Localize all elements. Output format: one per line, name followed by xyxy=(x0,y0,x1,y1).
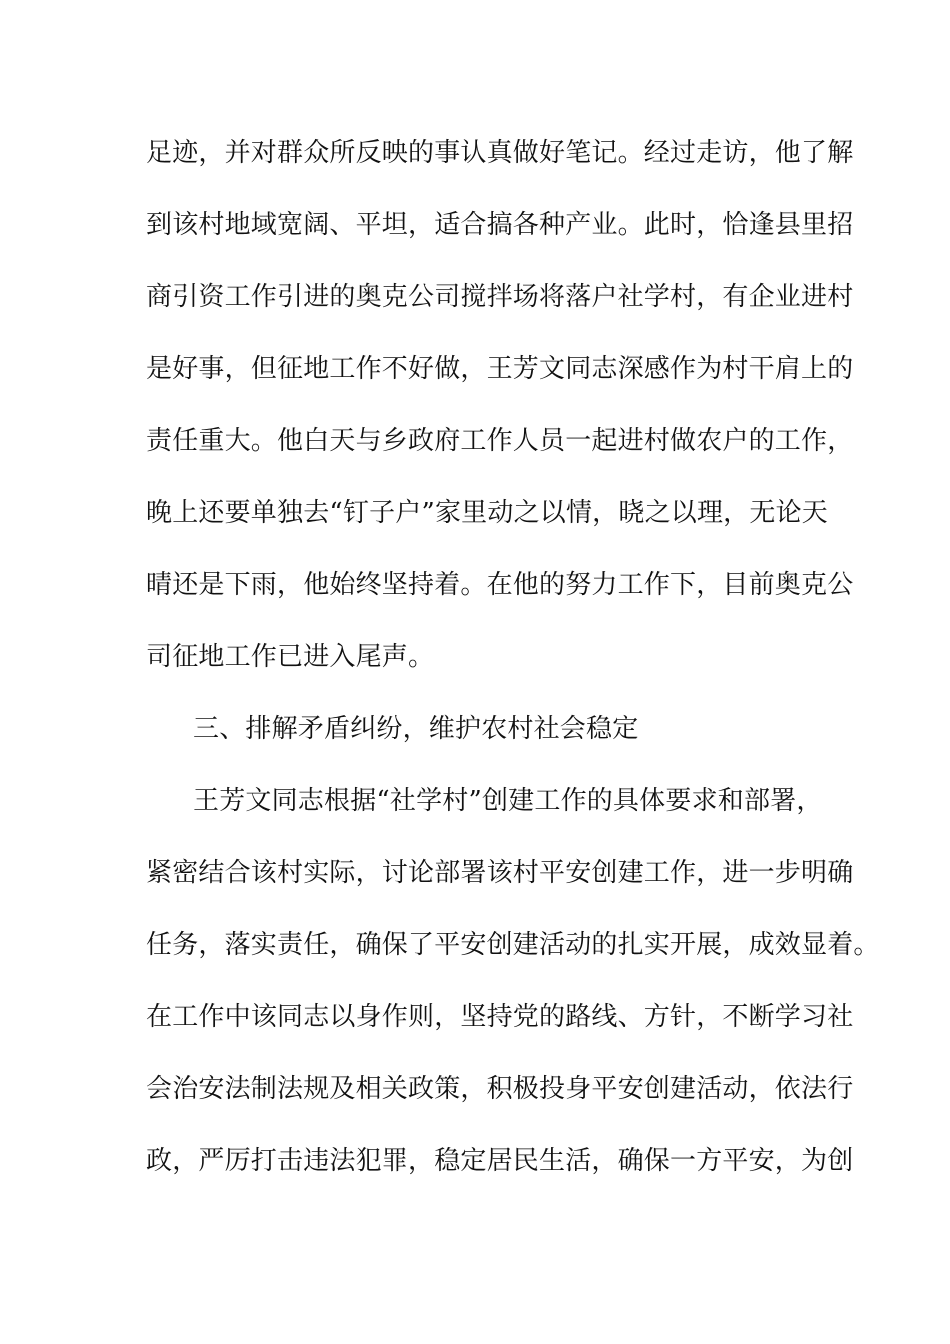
paragraph-first-line: 王芳文同志根据“社学村”创建工作的具体要求和部署， xyxy=(193,786,823,816)
body-text-line: 政，严厉打击违法犯罪，稳定居民生活，确保一方平安，为创 xyxy=(146,1146,854,1176)
body-text-line: 会治安法制法规及相关政策，积极投身平安创建活动，依法行 xyxy=(146,1074,854,1104)
body-text-line: 责任重大。他白天与乡政府工作人员一起进村做农户的工作， xyxy=(146,426,854,456)
body-text-line: 在工作中该同志以身作则，坚持党的路线、方针，不断学习社 xyxy=(146,1002,854,1032)
body-text-line: 到该村地域宽阔、平坦，适合搞各种产业。此时，恰逢县里招 xyxy=(146,210,854,240)
body-text-line: 晴还是下雨，他始终坚持着。在他的努力工作下，目前奥克公 xyxy=(146,570,854,600)
body-text-line: 任务，落实责任，确保了平安创建活动的扎实开展，成效显着。 xyxy=(146,930,880,960)
body-text-line: 足迹，并对群众所反映的事认真做好笔记。经过走访，他了解 xyxy=(146,138,854,168)
section-heading: 三、排解矛盾纠纷，维护农村社会稳定 xyxy=(193,714,639,744)
body-text-line: 紧密结合该村实际，讨论部署该村平安创建工作，进一步明确 xyxy=(146,858,854,888)
body-text-line: 司征地工作已进入尾声。 xyxy=(146,642,435,672)
body-text-line: 是好事，但征地工作不好做，王芳文同志深感作为村干肩上的 xyxy=(146,354,854,384)
body-text-line: 商引资工作引进的奥克公司搅拌场将落户社学村，有企业进村 xyxy=(146,282,854,312)
body-text-line: 晚上还要单独去“钉子户”家里动之以情，晓之以理，无论天 xyxy=(146,498,828,528)
